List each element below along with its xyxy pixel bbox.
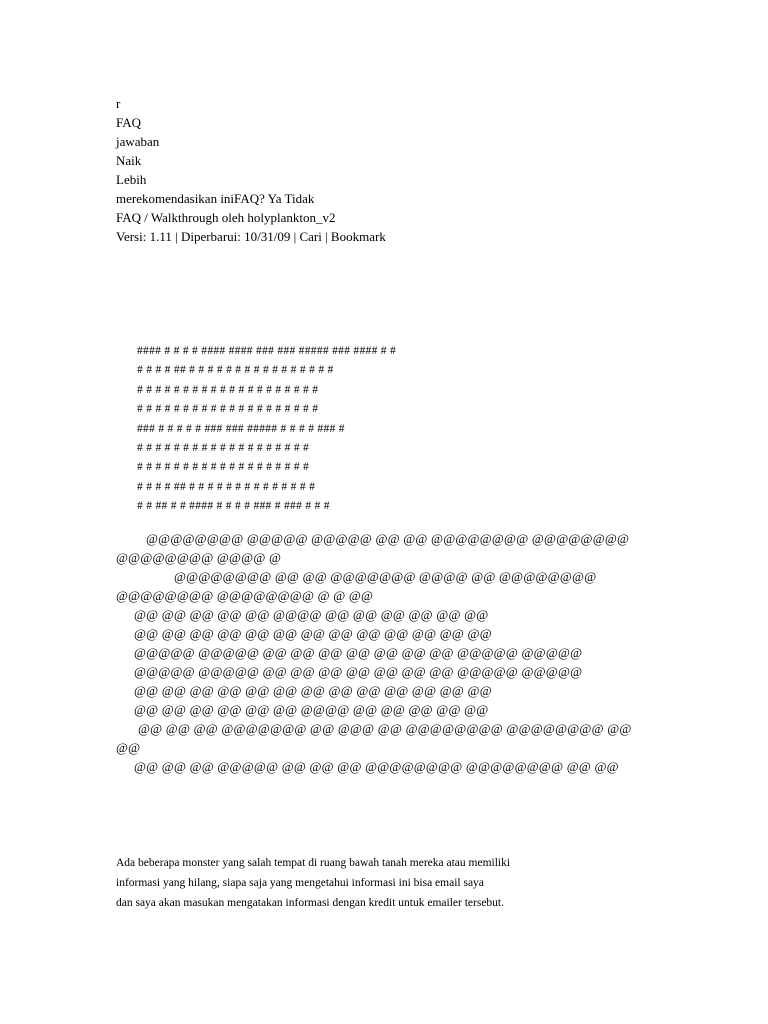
ascii-hash-line: # # # # # # # # # # # # # # # # # # # (137, 461, 310, 474)
ascii-at-line: @@@@@@@@ @@@@@ @@@@@ @@ @@ @@@@@@@@ @@@@@@@@ (146, 531, 630, 546)
paragraph-line: dan saya akan masukan mengatakan informasi dengan kredit untuk emailer tersebut. (116, 897, 504, 909)
paragraph-line: informasi yang hilang, siapa saja yang mengetahui informasi ini bisa email saya (116, 877, 484, 889)
ascii-at-line: @@@@@ @@@@@ @@ @@ @@ @@ @@ @@ @@ @@@@@ @@@@@ (134, 664, 583, 679)
up-link[interactable]: Naik (116, 153, 142, 168)
answers-link[interactable]: jawaban (116, 134, 160, 149)
ascii-at-line: @@ @@ @@ @@@@@ @@ @@ @@ @@@@@@@@ @@@@@@@@ @@ @@ (134, 759, 619, 774)
ascii-at-line: @@ @@ @@ @@ @@ @@ @@@@ @@ @@ @@ @@ @@ (134, 702, 489, 717)
ascii-at-line: @@ (116, 740, 141, 755)
ascii-at-line: @@@@@@@@ @@ @@ @@@@@@@ @@@@ @@ @@@@@@@@ (174, 569, 597, 584)
ascii-at-line: @@@@@ @@@@@ @@ @@ @@ @@ @@ @@ @@ @@@@@ @@@@@ (134, 645, 583, 660)
paragraph-line: Ada beberapa monster yang salah tempat di ruang bawah tanah mereka atau memiliki (116, 857, 511, 869)
ascii-hash-art (137, 342, 396, 517)
info-paragraph (116, 853, 510, 913)
ascii-at-line: @@ @@ @@ @@ @@ @@ @@ @@ @@ @@ @@ @@ @@ (134, 626, 492, 641)
ascii-hash-line: # # # # ## # # # # # # # # # # # # # # (137, 480, 316, 493)
ascii-at-art (116, 529, 661, 776)
ascii-at-line: @@@@@@@@ @@@@@@@@ @ @ @@ (116, 588, 374, 603)
faq-link[interactable]: FAQ (116, 115, 142, 130)
ascii-hash-line: #### # # # # #### #### ### ### ##### ### #### # # (137, 345, 397, 357)
ascii-at-line: @@ @@ @@ @@@@@@@ @@ @@@ @@ @@@@@@@@ @@@@@@@@ @@ (138, 721, 632, 736)
ascii-at-line: @@ @@ @@ @@ @@ @@@@ @@ @@ @@ @@ @@ @@ (134, 607, 489, 622)
ascii-at-line: @@@@@@@@ @@@@ @ (116, 550, 282, 565)
recommend-line[interactable]: merekomendasikan iniFAQ? Ya Tidak (116, 191, 315, 206)
ascii-hash-line: # # # # # # # # # # # # # # # # # # # # (137, 383, 319, 396)
ascii-hash-line: ### # # # # # ### ### ##### # # # # ### # (137, 422, 345, 435)
ascii-at-line: @@ @@ @@ @@ @@ @@ @@ @@ @@ @@ @@ @@ @@ (134, 683, 492, 698)
faq-title: FAQ / Walkthrough oleh holyplankton_v2 (116, 210, 336, 225)
version-line[interactable]: Versi: 1.11 | Diperbarui: 10/31/09 | Cari | Bookmark (116, 229, 386, 244)
header-line-r: r (116, 96, 121, 111)
ascii-hash-line: # # # # # # # # # # # # # # # # # # # # (137, 403, 319, 416)
ascii-hash-line: # # # # ## # # # # # # # # # # # # # # # # (137, 364, 334, 377)
ascii-hash-line: # # ## # # #### # # # # ### # ### # # # (137, 500, 330, 513)
more-link[interactable]: Lebih (116, 172, 147, 187)
ascii-hash-line: # # # # # # # # # # # # # # # # # # # (137, 442, 310, 455)
